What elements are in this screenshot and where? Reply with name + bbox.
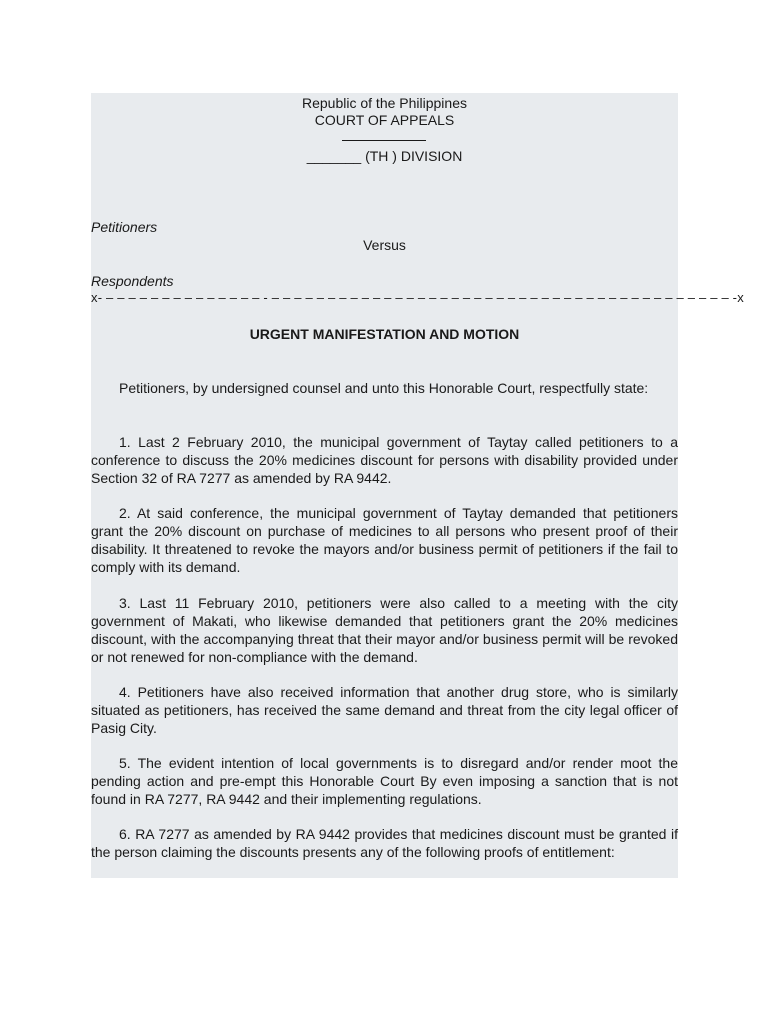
intro-paragraph: Petitioners, by undersigned counsel and unto this Honorable Court, respectfully state: xyxy=(119,380,649,396)
republic-heading: Republic of the Philippines xyxy=(302,95,467,111)
petitioners-label: Petitioners xyxy=(91,219,158,235)
paragraph-4: 4. Petitioners have also received information that another drug store, who is similarly situated as petitioners, has received the same demand and threat from the city legal officer of Pasig City. xyxy=(91,684,678,736)
paragraph-6: 6. RA 7277 as amended by RA 9442 provides that medicines discount must be granted if the person claiming the discounts presents any of the following proofs of entitlement: xyxy=(91,826,678,860)
blank-underline xyxy=(342,140,426,141)
court-heading: COURT OF APPEALS xyxy=(314,112,455,128)
respondents-label: Respondents xyxy=(91,273,174,289)
paragraph-3: 3. Last 11 February 2010, petitioners were also called to a meeting with the city government of Makati, who likewise demanded that petitioners grant the 20% medicines discount, with the accompanying threat that their mayor and/or business permit will be revoked or not renewed for non-compliance with the demand. xyxy=(91,595,678,665)
versus-label: Versus xyxy=(363,237,406,253)
paragraph-2: 2. At said conference, the municipal government of Taytay demanded that petitioners grant the 20% discount on purchase of medicines to all persons who present proof of their disability. It threatened to revoke the mayors and/or business permit of petitioners if the fail to comply with its demand. xyxy=(91,505,678,575)
document-title: URGENT MANIFESTATION AND MOTION xyxy=(249,326,520,342)
caption-separator: x- – – – – – – – – – – – – – – - – – – – – – – – – – – – – – – – – – – – – – – – – – – – – – – – – – – – – – – – – -x xyxy=(91,290,744,305)
document-page xyxy=(91,93,744,878)
paragraph-1: 1. Last 2 February 2010, the municipal government of Taytay called petitioners to a conference to discuss the 20% medicines discount for persons with disability provided under Section 32 of RA 7277 as amended by RA 9442. xyxy=(91,434,678,486)
division-heading: _______ (TH ) DIVISION xyxy=(306,148,463,164)
paragraph-5: 5. The evident intention of local governments is to disregard and/or render moot the pending action and pre-empt this Honorable Court By even imposing a sanction that is not found in RA 7277, RA 9442 and their implementing regulations. xyxy=(91,755,678,807)
